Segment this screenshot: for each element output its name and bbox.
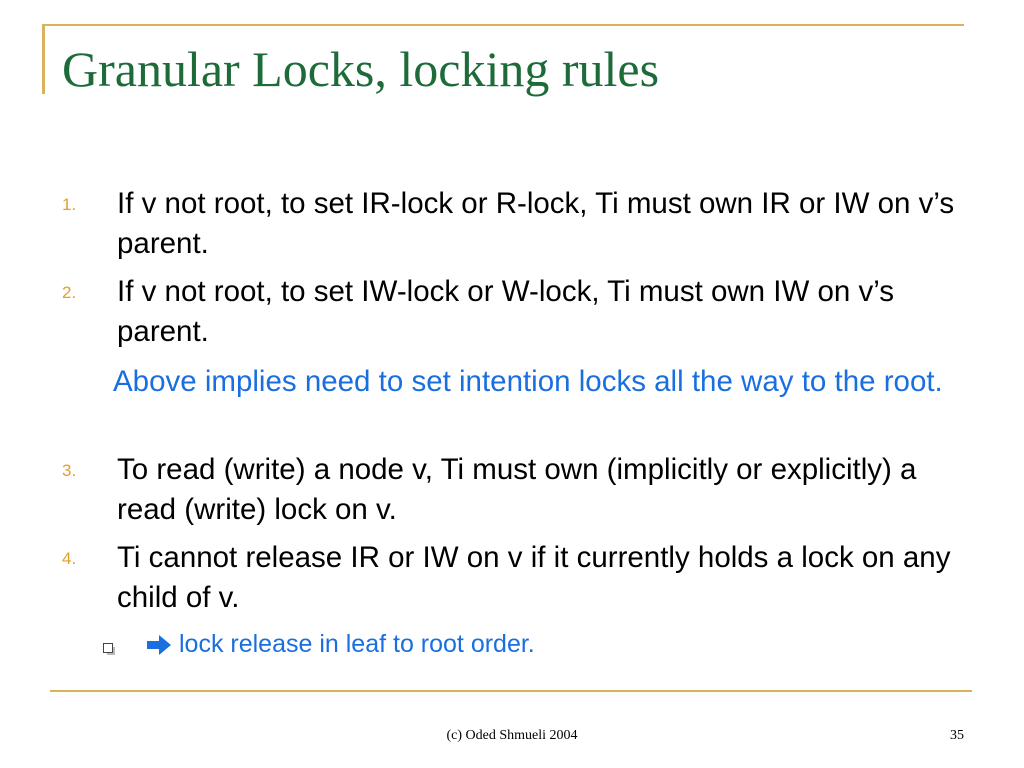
list-item-text: If v not root, to set IW-lock or W-lock, Ti must own IW on v’s parent.	[117, 275, 895, 348]
sub-item-text: lock release in leaf to root order.	[179, 630, 535, 658]
note-text: Above implies need to set intention locks all the way to the root.	[113, 365, 943, 398]
list-number: 2.	[62, 283, 77, 302]
sub-item	[147, 626, 535, 662]
list-number: 4.	[62, 549, 77, 568]
footer-divider	[50, 690, 972, 692]
list-number: 1.	[62, 195, 77, 214]
title-frame-horizontal-line	[42, 24, 964, 26]
title-frame-vertical-line	[42, 24, 45, 94]
list-item-text: To read (write) a node v, Ti must own (implicitly or explicitly) a read (write) lock on v.	[117, 453, 917, 526]
list-item-text: If v not root, to set IR-lock or R-lock, Ti must own IR or IW on v’s parent.	[117, 187, 955, 260]
square-bullet-icon	[103, 643, 113, 653]
page-number: 35	[950, 728, 964, 743]
list-item-text: Ti cannot release IR or IW on v if it currently holds a lock on any child of v.	[117, 541, 951, 614]
slide-title: Granular Locks, locking rules	[62, 41, 660, 97]
right-arrow-icon	[147, 635, 171, 655]
footer-credit: (c) Oded Shmueli 2004	[446, 728, 578, 743]
list-number: 3.	[62, 461, 77, 480]
